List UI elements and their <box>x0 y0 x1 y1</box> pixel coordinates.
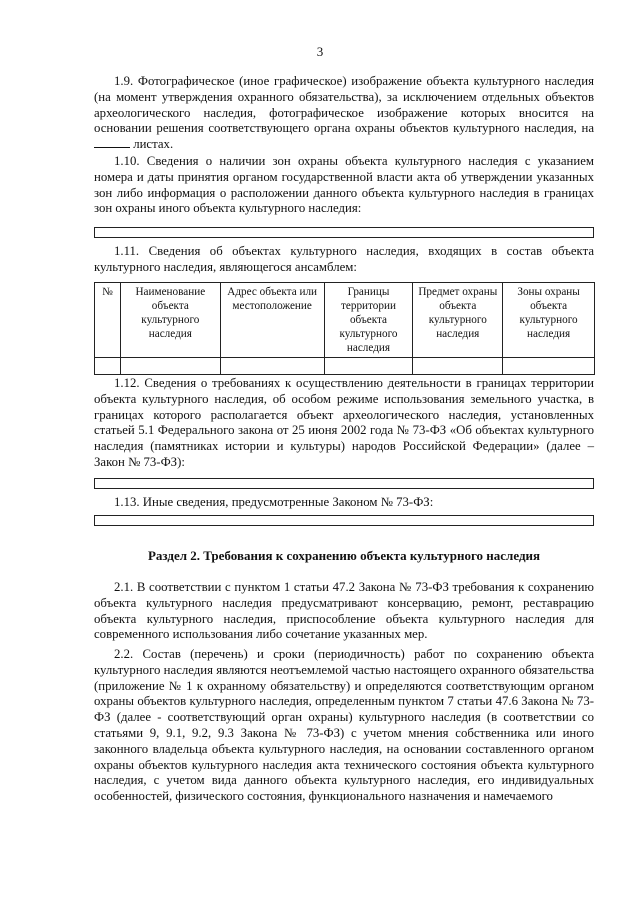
col-name-header: Наименование объекта культурного наследия <box>120 283 220 358</box>
sheets-count-blank <box>94 137 130 148</box>
section-2-title: Раздел 2. Требования к сохранению объекта культурного наследия <box>147 548 541 563</box>
col-borders-header: Границы территории объекта культурного наследия <box>324 283 413 358</box>
table-cell <box>95 358 121 375</box>
paragraph-1-12-text: 1.12. Сведения о требованиях к осуществлению деятельности в границах территории объекта культурного наследия, об особом режиме использования земельного участка, в границах которого располагается объект археологического наследия, установленных статьей 5.1 Федерального закона от 25 июня 2002 года № 73-ФЗ «Об объектах культурного наследия (памятниках истории и культуры) народов Российской Федерации» (далее – Закон № 73-ФЗ): <box>94 376 594 469</box>
table-cell <box>413 358 503 375</box>
table-cell <box>324 358 413 375</box>
paragraph-1-11-text: 1.11. Сведения об объектах культурного наследия, входящих в состав объекта культурного наследия, являющегося ансамблем: <box>94 244 594 274</box>
ensemble-objects-table <box>94 282 595 375</box>
col-number-header: № <box>95 283 121 358</box>
paragraph-1-13-text: 1.13. Иные сведения, предусмотренные Законом № 73-ФЗ: <box>114 495 434 509</box>
page-number: 3 <box>316 44 324 59</box>
paragraph-1-13 <box>94 495 594 511</box>
paragraph-1-9-end: листах. <box>133 137 174 152</box>
paragraph-1-10-text: 1.10. Сведения о наличии зон охраны объекта культурного наследия с указанием номера и даты принятия органом государственной власти акта об утверждении указанных зон либо информация о расположении данного объекта культурного наследия в границах зон охраны иного объекта культурного наследия: <box>94 154 594 216</box>
paragraph-1-10 <box>94 154 594 217</box>
field-1-13-box <box>94 515 594 526</box>
col-address-header: Адрес объекта или местоположение <box>220 283 324 358</box>
paragraph-2-2 <box>94 647 594 805</box>
paragraph-2-1-text: 2.1. В соответствии с пунктом 1 статьи 47.2 Закона № 73-ФЗ требования к сохранению объекта культурного наследия предусматривают консервацию, ремонт, реставрацию объекта культурного наследия, приспособление объекта культурного наследия для современного использования либо сочетание указанных мер. <box>94 580 594 642</box>
table-header-row <box>95 283 595 358</box>
table-cell <box>503 358 595 375</box>
table-cell <box>120 358 220 375</box>
paragraph-2-1 <box>94 580 594 643</box>
field-1-12-box <box>94 478 594 489</box>
col-zones-header: Зоны охраны объекта культурного наследия <box>503 283 595 358</box>
paragraph-1-12 <box>94 376 594 471</box>
paragraph-1-9-text: 1.9. Фотографическое (иное графическое) изображение объекта культурного наследия (на момент утверждения охранного обязательства), за исключением отдельных объектов археологического наследия, фотографическое изображение которых вносится на основании решения соответствующего органа охраны объектов культурного наследия, на <box>94 74 594 136</box>
paragraph-1-9 <box>94 74 594 153</box>
col-subject-header: Предмет охраны объекта культурного наследия <box>413 283 503 358</box>
table-row <box>95 358 595 375</box>
field-1-10-box <box>94 227 594 238</box>
table-cell <box>220 358 324 375</box>
paragraph-2-2-text: 2.2. Состав (перечень) и сроки (периодичность) работ по сохранению объекта культурного наследия являются неотъемлемой частью настоящего охранного обязательства (приложение № 1 к охранному обязательству) и определяются соответствующим органом охраны объектов культурного наследия, определенным пунктом 7 статьи 47.6 Закона № 73-ФЗ (далее - соответствующий орган охраны) культурного наследия (в соответствии со статьями 9, 9.1, 9.2, 9.3 Закона № 73-ФЗ) с учетом мнения собственника или иного законного владельца объекта культурного наследия, на основании составленного органом охраны объектов культурного наследия акта технического состояния объекта культурного наследия, с учетом вида данного объекта культурного наследия, его индивидуальных особенностей, физического состояния, функционального назначения и намечаемого <box>94 647 594 804</box>
paragraph-1-11 <box>94 244 594 276</box>
